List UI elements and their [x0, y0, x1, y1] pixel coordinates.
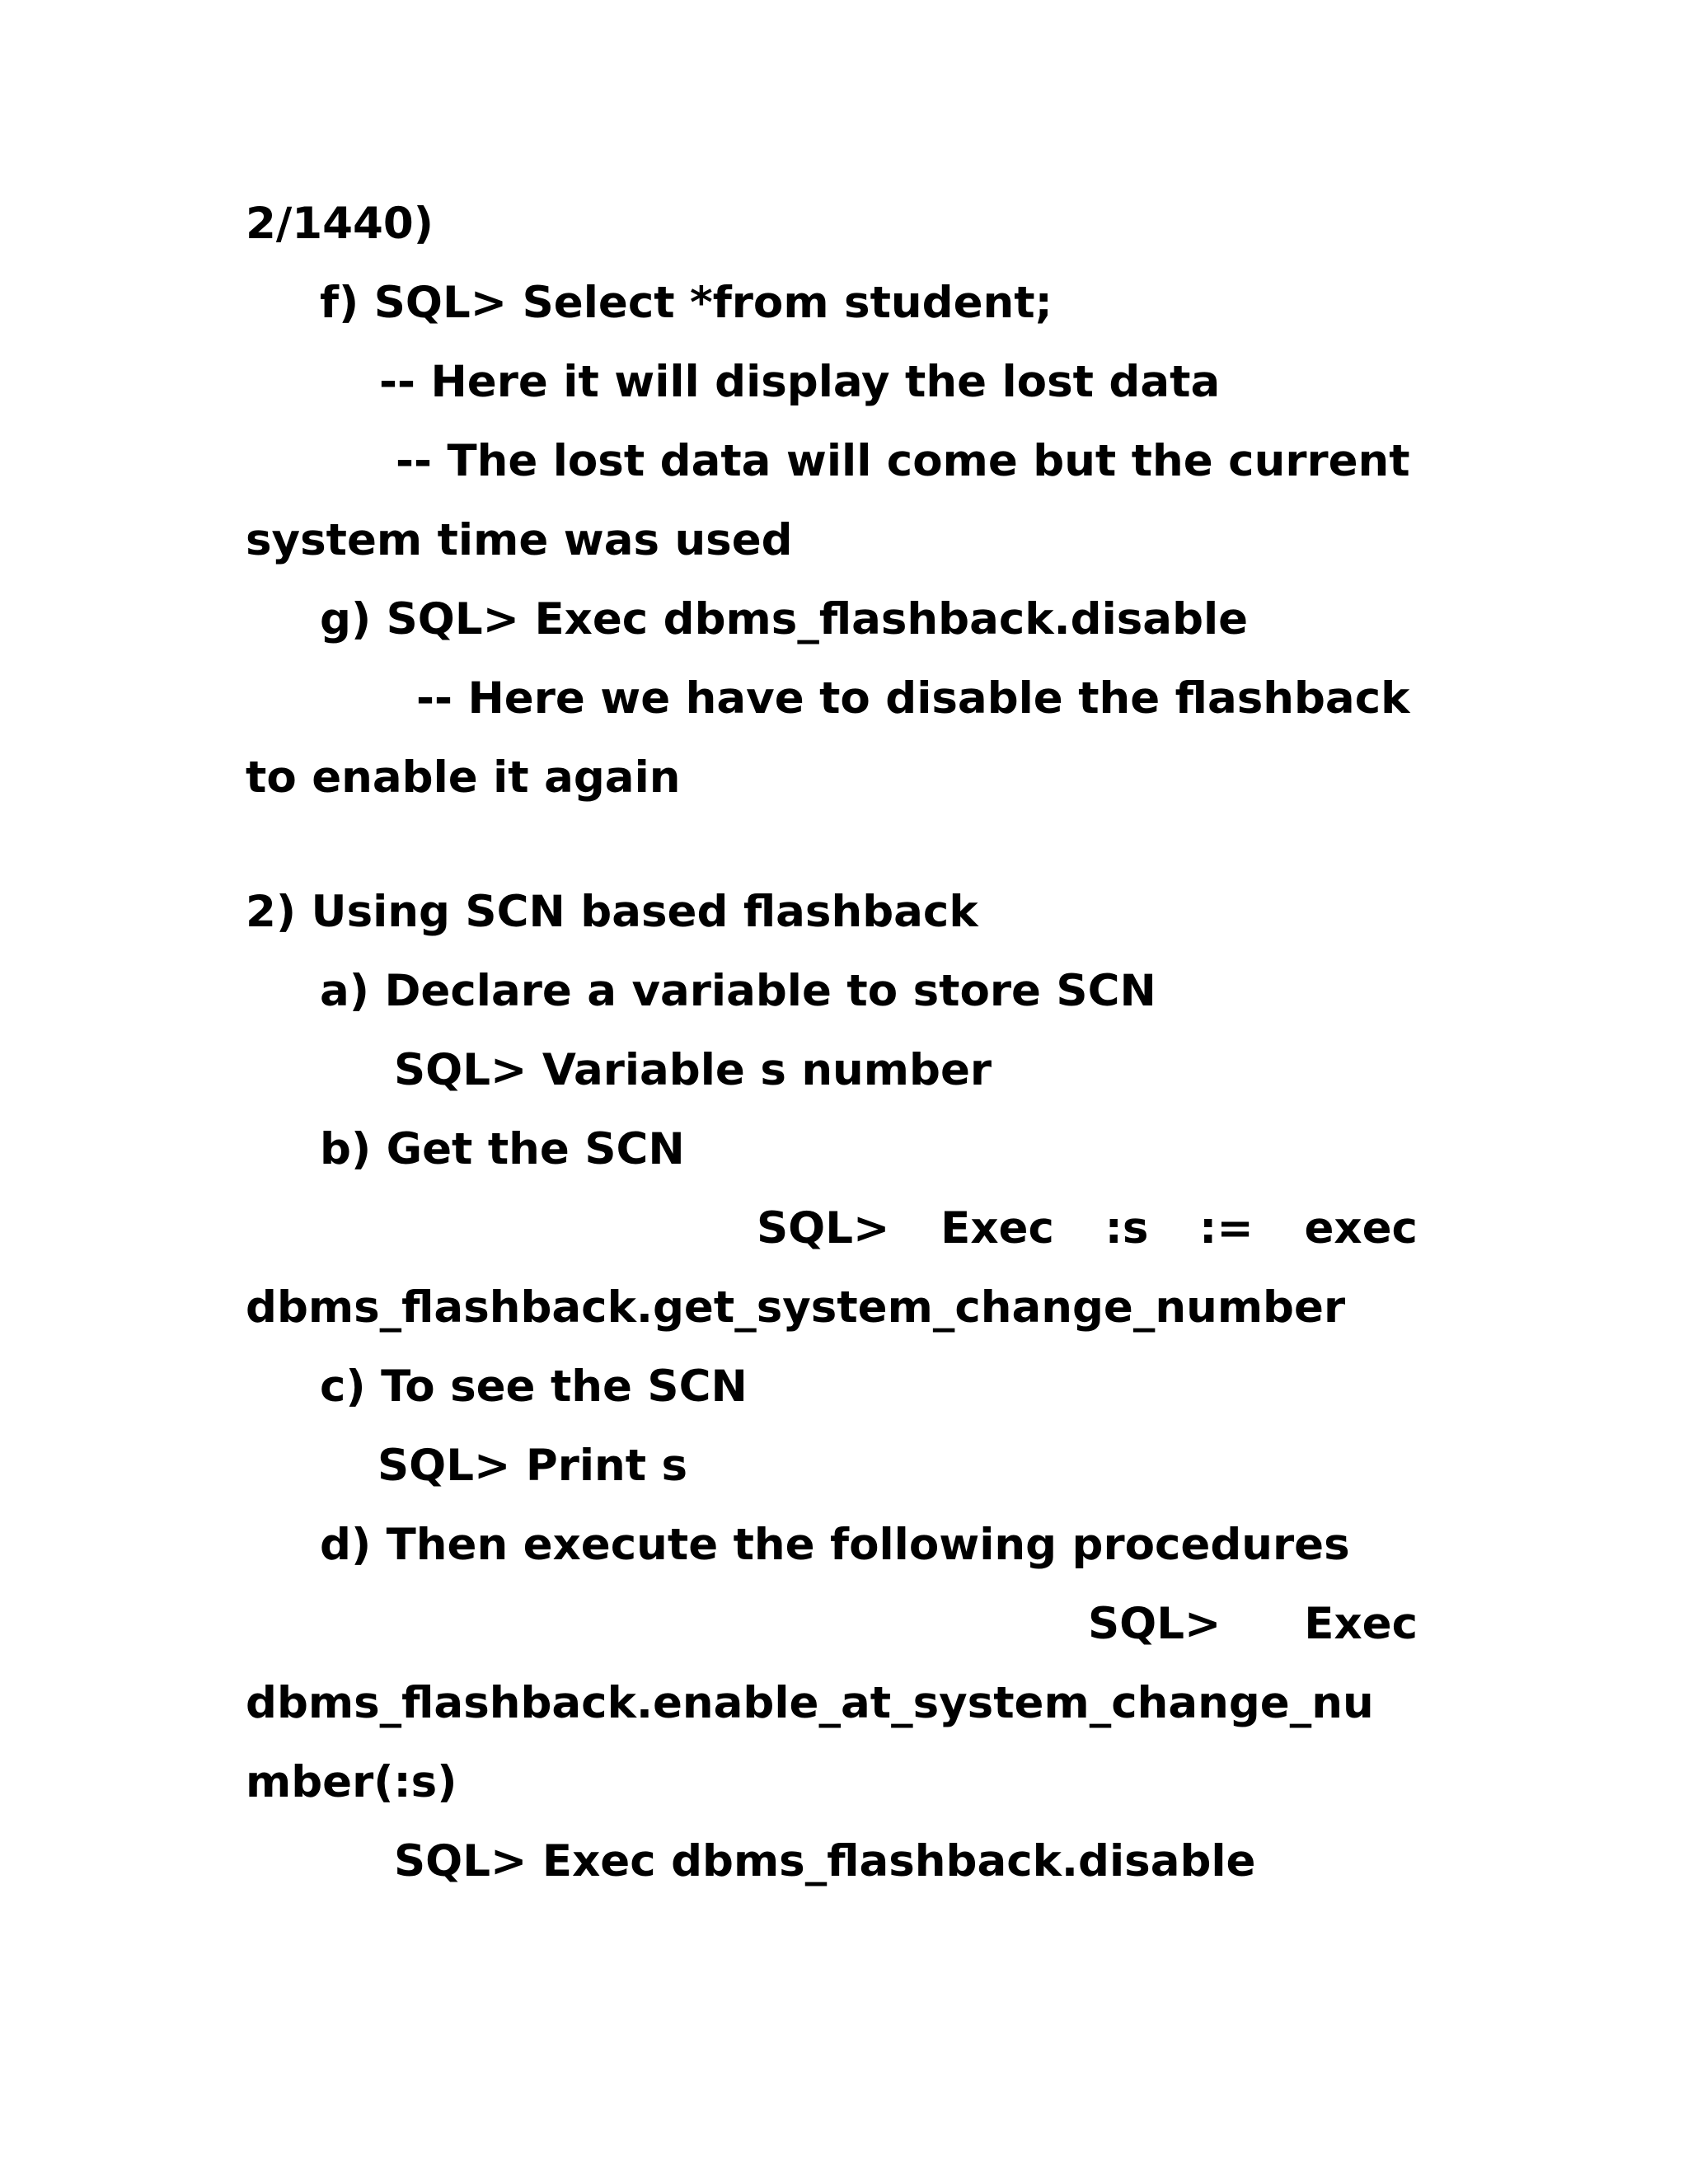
text-line: f) SQL> Select *from student;	[320, 278, 1053, 328]
code-token: exec	[1304, 1203, 1418, 1254]
code-line: dbms_flashback.get_system_change_number	[246, 1282, 1346, 1333]
comment-line: -- Here it will display the lost data	[379, 357, 1221, 407]
code-line: dbms_flashback.enable_at_system_change_nu	[246, 1678, 1374, 1728]
code-token: SQL>	[757, 1203, 890, 1254]
code-line: mber(:s)	[246, 1757, 457, 1807]
section-heading: 2) Using SCN based flashback	[246, 887, 978, 937]
text-line: c) To see the SCN	[320, 1361, 748, 1412]
text-line: system time was used	[246, 515, 793, 565]
code-token: :s	[1104, 1203, 1149, 1254]
text-line: to enable it again	[246, 752, 681, 803]
text-line: 2/1440)	[246, 199, 434, 249]
code-token: SQL>	[1088, 1599, 1221, 1649]
code-token: Exec	[940, 1203, 1054, 1254]
code-token: Exec	[1304, 1599, 1418, 1649]
justified-code-line	[757, 1202, 1418, 1255]
text-line: a) Declare a variable to store SCN	[320, 966, 1156, 1016]
code-line: SQL> Variable s number	[394, 1045, 992, 1095]
comment-line: -- The lost data will come but the current	[396, 436, 1410, 486]
text-line: g) SQL> Exec dbms_flashback.disable	[320, 594, 1249, 644]
code-line: SQL> Exec dbms_flashback.disable	[394, 1836, 1256, 1886]
code-line: SQL> Print s	[377, 1441, 688, 1491]
comment-line: -- Here we have to disable the flashback	[416, 673, 1410, 724]
text-line: b) Get the SCN	[320, 1124, 685, 1174]
text-line: d) Then execute the following procedures	[320, 1520, 1350, 1570]
code-token: :=	[1199, 1203, 1254, 1254]
justified-code-line	[1088, 1598, 1418, 1651]
